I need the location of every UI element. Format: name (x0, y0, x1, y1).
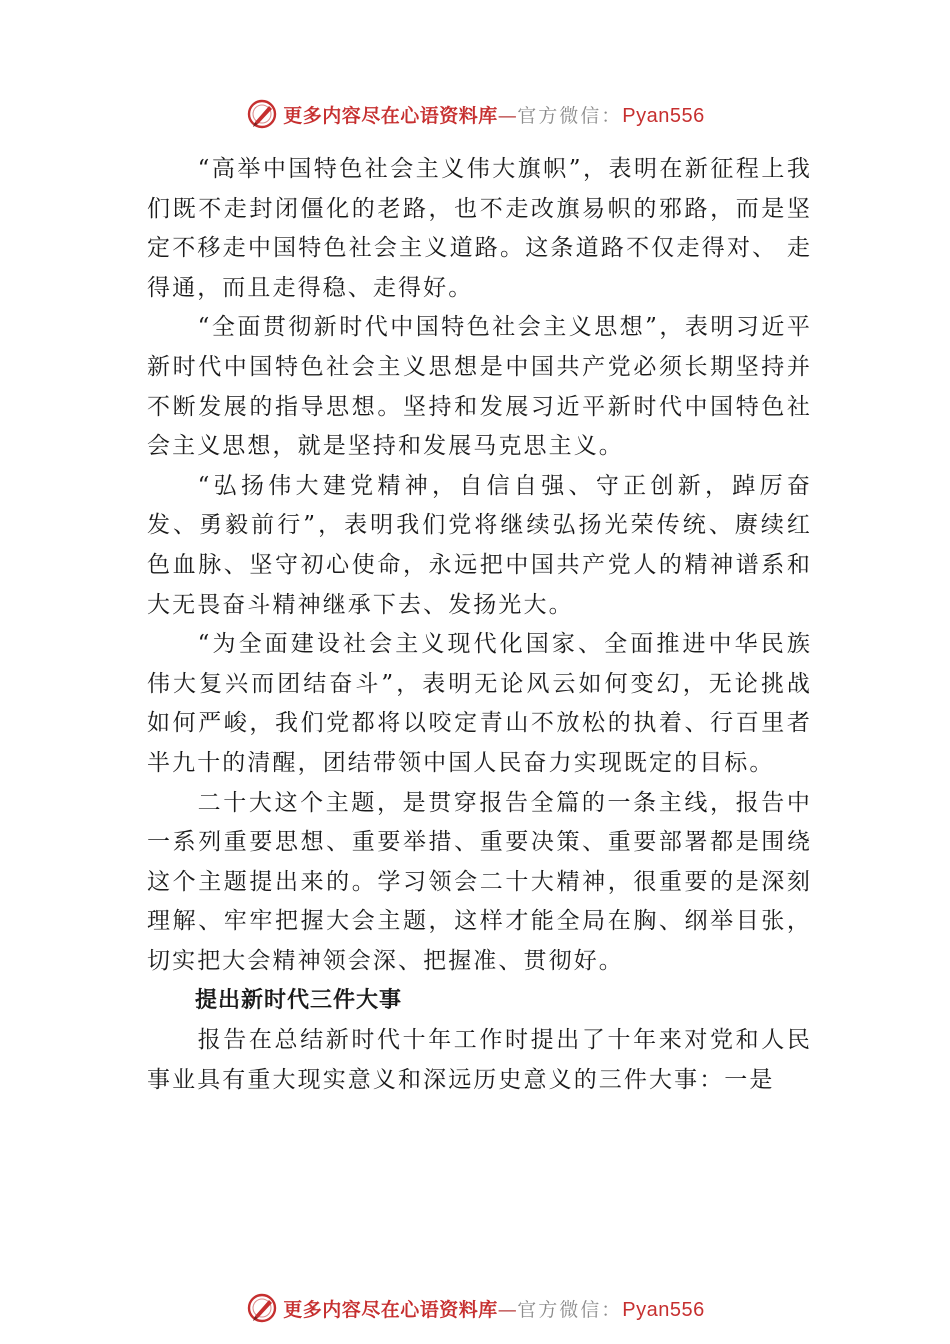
paragraph-6: 报告在总结新时代十年工作时提出了十年来对党和人民事业具有重大现实意义和深远历史意义的三件大事：一是 (147, 1027, 812, 1094)
footer-banner (0, 1288, 950, 1328)
header-promo-text (283, 101, 705, 128)
paragraph-4: “为全面建设社会主义现代化国家、全面推进中华民族伟大复兴而团结奋斗”，表明无论风云如何变幻，无论挑战如何严峻，我们党都将以咬定青山不放松的执着、行百里者半九十的清醒，团结带领中国人民奋力实现既定的目标。 (147, 631, 812, 776)
section-heading: 提出新时代三件大事 (195, 988, 403, 1014)
paragraph-2: “全面贯彻新时代中国特色社会主义思想”，表明习近平新时代中国特色社会主义思想是中国共产党必须长期坚持并不断发展的指导思想。坚持和发展习近平新时代中国特色社会主义思想，就是坚持和发展马克思主义。 (147, 314, 812, 460)
footer-promo-text (283, 1295, 705, 1322)
paragraph-3: “弘扬伟大建党精神，自信自强、守正创新，踔厉奋发、勇毅前行”，表明我们党将继续弘扬光荣传统、赓续红色血脉、坚守初心使命，永远把中国共产党人的精神谱系和大无畏奋斗精神继承下去、发扬光大。 (147, 472, 812, 618)
footer-separator: — (497, 1298, 518, 1321)
paragraph-1: “高举中国特色社会主义伟大旗帜”，表明在新征程上我们既不走封闭僵化的老路，也不走改旗易帜的邪路，而是坚定不移走中国特色社会主义道路。这条道路不仅走得对、 走得通，而且走得稳、走得好。 (147, 156, 812, 301)
header-promo: 更多内容尽在心语资料库 (283, 104, 498, 127)
footer-account: Pyan556 (622, 1298, 705, 1321)
header-banner (0, 94, 950, 134)
document-body (147, 150, 812, 1101)
footer-promo: 更多内容尽在心语资料库 (283, 1298, 498, 1321)
header-wechat-label: 官方微信： (517, 104, 623, 127)
header-account: Pyan556 (622, 104, 705, 127)
paragraph-5: 二十大这个主题，是贯穿报告全篇的一条主线，报告中一系列重要思想、重要举措、重要决策、重要部署都是围绕这个主题提出来的。学习领会二十大精神，很重要的是深刻理解、牢牢把握大会主题，这样才能全局在胸、纲举目张， 切实把大会精神领会深、把握准、贯彻好。 (147, 789, 812, 974)
footer-wechat-label: 官方微信： (517, 1298, 623, 1321)
pen-logo-icon (245, 1291, 279, 1325)
pen-logo-icon (245, 97, 279, 131)
header-separator: — (497, 104, 518, 127)
